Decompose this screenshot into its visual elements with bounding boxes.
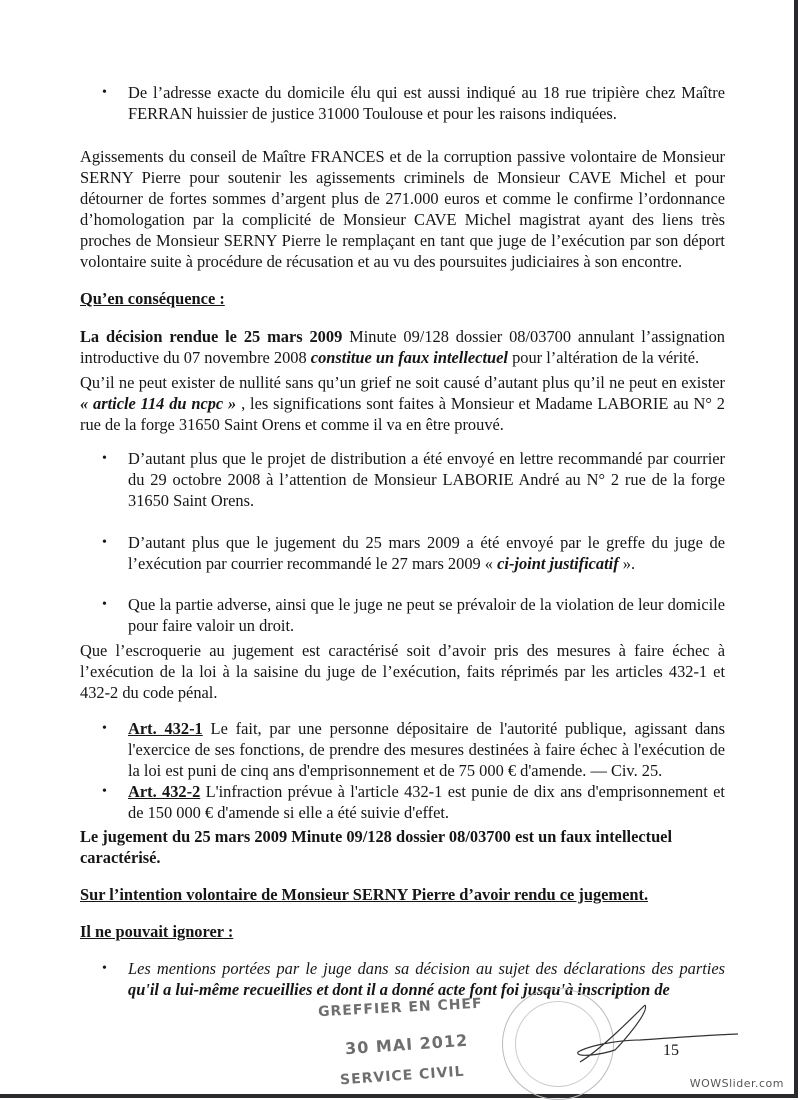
article-body: L'infraction prévue à l'article 432-1 est punie de dix ans d'emprisonnement et de 150 000 € d'amende si elle a été suivie d'effet. xyxy=(128,782,725,822)
bullet-text-tail: ». xyxy=(618,554,636,573)
article-text xyxy=(128,718,725,781)
article-text xyxy=(128,781,725,823)
article-ref: Art. 432-1 xyxy=(128,719,203,738)
article-item-432-1 xyxy=(102,718,725,781)
bullet-icon: • xyxy=(102,535,107,550)
bullet-item-partie-adverse xyxy=(102,594,725,636)
paragraph-escroquerie: Que l’escroquerie au jugement est caractérisé soit d’avoir pris des mesures à faire échec à l’exécution de la loi à la saisine du juge de l’exécution, faits réprimés par les articles 432-1 et 432-2 du code pénal. xyxy=(80,641,725,702)
bullet-icon: • xyxy=(102,784,107,799)
nullite-quote: « article 114 du ncpc » xyxy=(80,394,237,413)
article-body: Le fait, par une personne dépositaire de l'autorité publique, agissant dans l'exercice de ses fonctions, de prendre des mesures destinées à faire échec à l'exécution de la loi est puni de cinq ans d'emprisonnement et de 75 000 € d'amende. — Civ. 25. xyxy=(128,719,725,780)
bullet-text xyxy=(128,532,725,574)
decision-end: pour l’altération de la vérité. xyxy=(507,348,700,367)
decision-bold: La décision rendue le 25 mars 2009 xyxy=(80,327,343,346)
nullite-start: Qu’il ne peut exister de nullité sans qu’un grief ne soit causé d’autant plus qu’il ne peut en exister xyxy=(80,373,725,392)
bullet-item-domicile xyxy=(102,82,725,124)
heading-intention: Sur l’intention volontaire de Monsieur SERNY Pierre d’avoir rendu ce jugement. xyxy=(80,885,649,904)
bullet-text xyxy=(128,958,725,1000)
nullite-end: , les significations sont faites à Monsieur et Madame LABORIE au N° 2 rue de la forge 31650 Saint Orens et comme il va en être prouvé. xyxy=(80,394,725,434)
stamp-greffier: GREFFIER EN CHEF xyxy=(317,995,483,1021)
bullet-text: De l’adresse exacte du domicile élu qui est aussi indiqué au 18 rue tripière chez Maître FERRAN huissier de justice 31000 Toulouse et pour les raisons indiquées. xyxy=(128,83,725,123)
decision-emphasis: constitue un faux intellectuel xyxy=(310,348,508,367)
stamp-date: 30 MAI 2012 xyxy=(344,1030,469,1059)
bullet-icon: • xyxy=(102,85,107,100)
conclusion-statement: Le jugement du 25 mars 2009 Minute 09/128 dossier 08/03700 est un faux intellectuel caractérisé. xyxy=(80,827,673,867)
bullet-icon: • xyxy=(102,721,107,736)
article-ref: Art. 432-2 xyxy=(128,782,201,801)
paragraph-agissements: Agissements du conseil de Maître FRANCES et de la corruption passive volontaire de Monsieur SERNY Pierre pour soutenir les agissements criminels de Monsieur CAVE Michel et pour détourner de fortes sommes d’argent plus de 271.000 euros et comme le confirme l’ordonnance d’homologation par la complicité de Monsieur CAVE Michel magistrat ayant des liens très proches de Monsieur SERNY Pierre le remplaçant en tant que juge de l’exécution par son déport volontaire suite à procédure de récusation et au vu des poursuites judiciaires à son encontre. xyxy=(80,147,725,271)
mentions-bold-italic: qu'il a lui-même recueillies et dont il a donné acte font foi jusqu'à inscription de xyxy=(128,980,670,999)
bullet-icon: • xyxy=(102,451,107,466)
bullet-text: Que la partie adverse, ainsi que le juge ne peut se prévaloir de la violation de leur domicile pour faire valoir un droit. xyxy=(128,595,725,635)
bullet-item-projet xyxy=(102,448,725,511)
bullet-text-main: D’autant plus que le jugement du 25 mars 2009 a été envoyé par le greffe du juge de l’exécution par courrier recommandé le 27 mars 2009 « xyxy=(128,533,725,573)
paragraph-nullite xyxy=(80,372,725,435)
page-number: 15 xyxy=(663,1042,679,1059)
bullet-icon: • xyxy=(102,597,107,612)
bullet-icon: • xyxy=(102,961,107,976)
watermark: WOWSlider.com xyxy=(689,1077,784,1090)
bullet-item-mentions xyxy=(102,958,725,1000)
decision-middle: Minute 09/128 dossier 08/03700 annulant l’assignation introductive du 07 novembre 2008 xyxy=(80,327,725,367)
bullet-text: D’autant plus que le projet de distribution a été envoyé en lettre recommandé par courrier du 29 octobre 2008 à l’attention de Monsieur LABORIE André au N° 2 rue de la forge 31650 Saint Orens. xyxy=(128,449,725,510)
heading-ignorer: Il ne pouvait ignorer : xyxy=(80,922,234,941)
article-item-432-2 xyxy=(102,781,725,823)
paragraph-decision xyxy=(80,326,725,368)
signature-icon xyxy=(560,1000,740,1070)
stamp-service: SERVICE CIVIL xyxy=(339,1063,466,1089)
heading-consequence: Qu’en conséquence : xyxy=(80,289,225,308)
bullet-text-emphasis: ci-joint justificatif xyxy=(497,554,619,573)
mentions-italic: Les mentions portées par le juge dans sa décision au sujet des déclarations des parties xyxy=(128,959,725,978)
bullet-item-jugement xyxy=(102,532,725,574)
